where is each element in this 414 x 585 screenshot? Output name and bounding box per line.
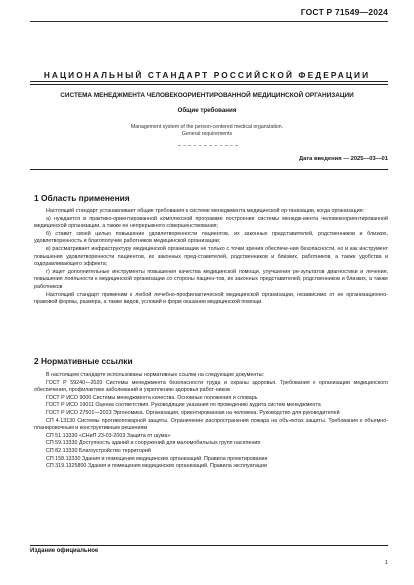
system-title: СИСТЕМА МЕНЕДЖМЕНТА ЧЕЛОВЕКООРИЕНТИРОВАННОЙ МЕДИЦИНСКОЙ ОРГАНИЗАЦИИ [60,92,354,99]
title-box-inner-rule [30,84,388,85]
reference-item: ГОСТ Р ИСО 27501—2023 Эргономика. Организация, ориентированная на человека. Руководство для руководителей [46,409,340,416]
reference-item: СП 59.13330 Доступность зданий и сооружений для маломобильных групп населения [46,440,261,447]
decorative-divider [178,145,238,146]
english-title [0,124,414,138]
introduction-date: Дата введения — 2025—03—01 [298,156,388,162]
section-1-paragraph: а) нуждается в практико-ориентированной комплексной программе построения системы менедж-мента человекоориентированной медицинской организации, а также ее непрерывного совершенствования; [34,215,388,230]
section-1-paragraph: г) ищет дополнительные инструменты повышения качества медицинской помощи, улучшения ре-зультатов диагностики и лечения, повышения лояльности к медицинской организации со стороны пациен-тов, их законных представителей, родственников и близких, а также работников [34,268,388,290]
section-1-paragraph: в) рассматривает инфраструктуру медицинской организации не только с точки зрения обеспече-ния безопасности, но и как инструмент повышения удовлетворенности пациентов, их законных пред-ставителей, родственников и близких, работников, а также удобства и оздоравливающего эффекта; [34,245,388,268]
english-title-line-2: General requirements [181,131,233,137]
subtitle-ru: Общие требования [177,107,237,114]
section-1-heading: 1 Область применения [34,193,130,203]
reference-item: ГОСТ Р ИСО 19011 Оценка соответствия. Руководящие указания по проведению аудита систем менеджмента [46,402,321,409]
section-1-paragraph: Настоящий стандарт применим к любой лечебно-профилактической медицинской организации, независимо от ее организационно-правовой формы, размера, а также видов, условий и форм оказания медицинской помощи. [34,291,388,306]
reference-item: СП 158.13330 Здания и помещения медицинских организаций. Правила проектирования [46,455,268,462]
section-1-body [34,208,388,307]
section-2-heading: 2 Нормативные ссылки [34,356,133,366]
header-rule [30,21,388,22]
title-box-bottom-rule [30,169,388,170]
footer-rule [30,545,388,546]
page-number: 1 [384,560,388,566]
reference-item: СП 4.13130 Системы противопожарной защиты. Ограничение распространения пожара на объ-ектах защиты. Требования к объемно-планировочным и конструктивным решениям [34,417,388,432]
standard-number: ГОСТ Р 71549—2024 [300,7,388,17]
official-edition-label: Издание официальное [30,548,99,554]
national-standard-title: НАЦИОНАЛЬНЫЙ СТАНДАРТ РОССИЙСКОЙ ФЕДЕРАЦИИ [43,70,371,80]
section-2-body [34,372,388,471]
reference-item: В настоящем стандарте использованы нормативные ссылки на следующие документы: [46,372,265,378]
reference-item: СП 51.13330 «СНиП 23-03-2003 Защита от шума» [46,432,171,439]
reference-item: СП 319.1325800 Здания и помещения медицинских организаций. Правила эксплуатации [46,463,267,470]
reference-item: ГОСТ Р 59240—2020 Системы менеджмента безопасности труда и охраны здоровья. Требования к организации медицинского обеспечения, профилактике заболеваний и укреплению здоровья работ-ников [34,379,388,394]
title-box-top-rule [30,81,388,82]
english-title-line-1: Management system of the person-centered medical organization. [130,124,284,130]
reference-item: СП 82.13330 Благоустройство территорий [46,447,151,454]
section-1-paragraph: Настоящий стандарт устанавливает общие требования к системе менеджмента медицинской ор-ганизации, когда организация: [46,208,365,214]
section-1-paragraph: б) ставит своей целью повышение удовлетворенности пациентов, их законных представителей, родственников и близких, удовлетворенность и благополучие работников медицинской организации; [34,230,388,245]
reference-item: ГОСТ Р ИСО 9000 Системы менеджмента качества. Основные положения и словарь [46,394,258,401]
